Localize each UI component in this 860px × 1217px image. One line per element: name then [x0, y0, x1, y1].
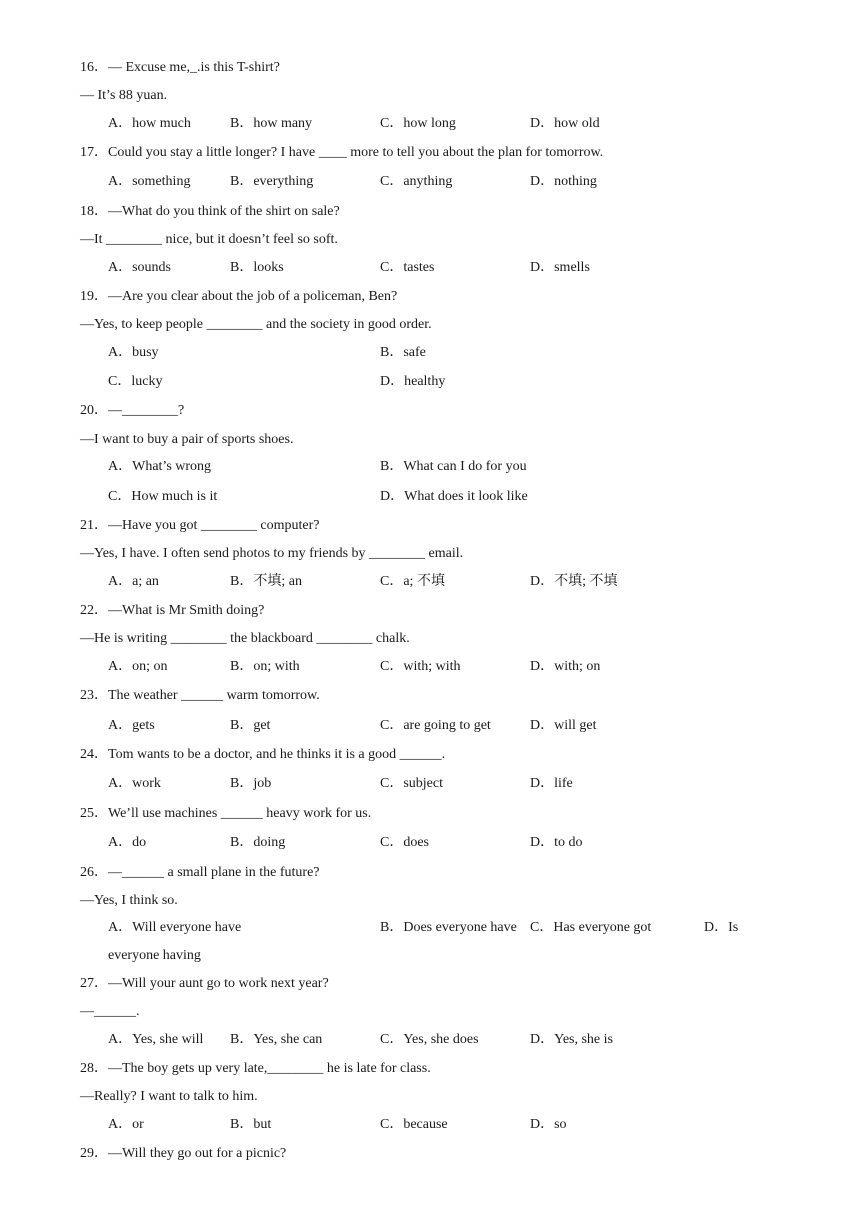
question-20-stem: 20．—________?	[80, 403, 185, 418]
question-20-option-c[interactable]: C．How much is it	[108, 489, 218, 504]
question-17-option-c[interactable]: C．anything	[380, 174, 453, 189]
question-22-line2: —He is writing ________ the blackboard ________ chalk.	[80, 631, 410, 646]
question-27-option-d[interactable]: D．Yes, she is	[530, 1032, 613, 1047]
question-27-line2: —______.	[80, 1004, 140, 1019]
question-25-option-c[interactable]: C．does	[380, 835, 429, 850]
question-21-option-c[interactable]: C．a; 不填	[380, 574, 445, 589]
question-28-option-c[interactable]: C．because	[380, 1117, 448, 1132]
question-26-line2: —Yes, I think so.	[80, 893, 178, 908]
question-16-line2: — It’s 88 yuan.	[80, 88, 168, 103]
question-21-option-d[interactable]: D．不填; 不填	[530, 574, 618, 589]
question-26-option-a[interactable]: A．Will everyone have	[108, 920, 242, 935]
question-26-stem: 26．—______ a small plane in the future?	[80, 865, 320, 880]
question-23-stem: 23．The weather ______ warm tomorrow.	[80, 688, 320, 703]
question-22-option-c[interactable]: C．with; with	[380, 659, 461, 674]
question-28-option-d[interactable]: D．so	[530, 1117, 567, 1132]
question-28-option-b[interactable]: B．but	[230, 1117, 272, 1132]
question-23-option-a[interactable]: A．gets	[108, 718, 155, 733]
question-20-option-a[interactable]: A．What’s wrong	[108, 459, 212, 474]
question-26-option-c[interactable]: C．Has everyone got	[530, 920, 652, 935]
question-18-stem: 18．—What do you think of the shirt on sale?	[80, 204, 340, 219]
question-20-line2: —I want to buy a pair of sports shoes.	[80, 432, 294, 447]
question-25-stem: 25．We’ll use machines ______ heavy work for us.	[80, 806, 372, 821]
question-24-option-c[interactable]: C．subject	[380, 776, 443, 791]
question-17-option-d[interactable]: D．nothing	[530, 174, 597, 189]
question-26-option-d[interactable]: D．Is	[704, 920, 739, 935]
question-25-option-b[interactable]: B．doing	[230, 835, 286, 850]
question-22-option-a[interactable]: A．on; on	[108, 659, 168, 674]
question-26-option-d-wrap: everyone having	[108, 948, 201, 963]
question-27-option-b[interactable]: B．Yes, she can	[230, 1032, 323, 1047]
question-19-option-a[interactable]: A．busy	[108, 345, 159, 360]
question-19-option-b[interactable]: B．safe	[380, 345, 426, 360]
question-18-option-d[interactable]: D．smells	[530, 260, 590, 275]
question-22-stem: 22．—What is Mr Smith doing?	[80, 603, 265, 618]
question-21-option-b[interactable]: B．不填; an	[230, 574, 302, 589]
question-24-stem: 24．Tom wants to be a doctor, and he thinks it is a good ______.	[80, 747, 446, 762]
question-16-option-a[interactable]: A．how much	[108, 116, 191, 131]
question-24-option-b[interactable]: B．job	[230, 776, 272, 791]
question-28-line2: —Really? I want to talk to him.	[80, 1089, 258, 1104]
question-28-option-a[interactable]: A．or	[108, 1117, 144, 1132]
question-18-line2: —It ________ nice, but it doesn’t feel so soft.	[80, 232, 338, 247]
question-27-option-c[interactable]: C．Yes, she does	[380, 1032, 479, 1047]
question-16-stem: 16．— Excuse me,_.is this T-shirt?	[80, 60, 280, 75]
question-16-option-c[interactable]: C．how long	[380, 116, 456, 131]
question-19-line2: —Yes, to keep people ________ and the society in good order.	[80, 317, 432, 332]
question-19-stem: 19．—Are you clear about the job of a policeman, Ben?	[80, 289, 398, 304]
question-20-option-b[interactable]: B．What can I do for you	[380, 459, 527, 474]
question-19-option-d[interactable]: D．healthy	[380, 374, 446, 389]
question-17-option-b[interactable]: B．everything	[230, 174, 314, 189]
question-24-option-a[interactable]: A．work	[108, 776, 161, 791]
question-18-option-c[interactable]: C．tastes	[380, 260, 435, 275]
question-26-option-b[interactable]: B．Does everyone have	[380, 920, 517, 935]
question-24-option-d[interactable]: D．life	[530, 776, 573, 791]
question-23-option-c[interactable]: C．are going to get	[380, 718, 491, 733]
question-23-option-b[interactable]: B．get	[230, 718, 271, 733]
question-29-stem: 29．—Will they go out for a picnic?	[80, 1146, 287, 1161]
question-22-option-d[interactable]: D．with; on	[530, 659, 601, 674]
question-19-option-c[interactable]: C．lucky	[108, 374, 163, 389]
question-21-line2: —Yes, I have. I often send photos to my friends by ________ email.	[80, 546, 464, 561]
question-18-option-b[interactable]: B．looks	[230, 260, 284, 275]
question-16-option-d[interactable]: D．how old	[530, 116, 600, 131]
question-17-stem: 17．Could you stay a little longer? I have ____ more to tell you about the plan for tomorrow.	[80, 145, 604, 160]
question-16-option-b[interactable]: B．how many	[230, 116, 313, 131]
question-17-option-a[interactable]: A．something	[108, 174, 191, 189]
question-20-option-d[interactable]: D．What does it look like	[380, 489, 528, 504]
question-21-stem: 21．—Have you got ________ computer?	[80, 518, 320, 533]
question-27-stem: 27．—Will your aunt go to work next year?	[80, 976, 329, 991]
question-21-option-a[interactable]: A．a; an	[108, 574, 159, 589]
question-18-option-a[interactable]: A．sounds	[108, 260, 172, 275]
question-25-option-d[interactable]: D．to do	[530, 835, 583, 850]
question-28-stem: 28．—The boy gets up very late,________ he is late for class.	[80, 1061, 431, 1076]
question-22-option-b[interactable]: B．on; with	[230, 659, 300, 674]
question-27-option-a[interactable]: A．Yes, she will	[108, 1032, 204, 1047]
question-23-option-d[interactable]: D．will get	[530, 718, 597, 733]
question-25-option-a[interactable]: A．do	[108, 835, 147, 850]
